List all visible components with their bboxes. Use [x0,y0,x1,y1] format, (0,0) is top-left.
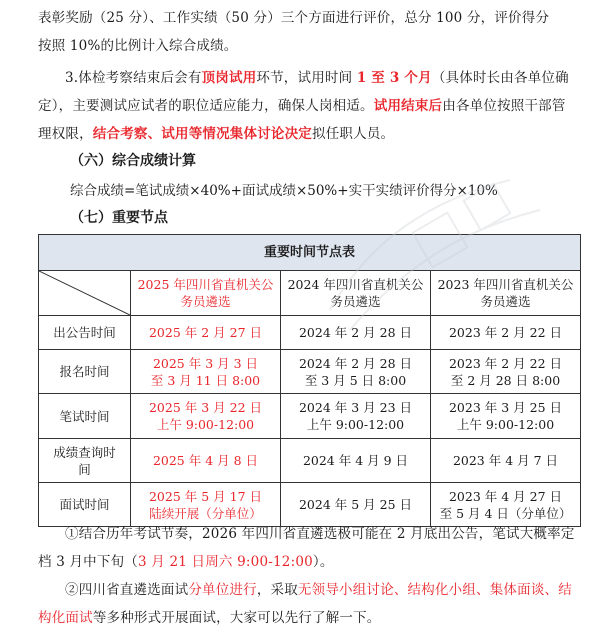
cell-line: 成绩查询时 [53,444,116,460]
paragraph-evaluation [38,4,578,60]
highlight-text: 无领导小组讨论、结构化小组、集体面 [297,582,531,598]
text-run: ①结合历年考试节奏，2026 年四川省直遴选极可能在 2 月底出公告，笔试大概 [65,526,548,542]
text-run: （具体时长由各单 [431,70,542,86]
section-heading-milestones: （七）重要节点 [70,210,168,226]
note-exam-timing [38,520,578,576]
text-run: 率定档 3 月中下旬（ [38,526,575,570]
table-cell: 2023 年 2 月 22 日 [431,316,581,350]
row-label [39,439,131,483]
text-line: 表彰奖励（25 分）、工作实绩（50 分）三个方面进行评价，总分 100 分，评价得分 [38,10,550,26]
highlight-text: 分单位进行 [188,582,257,598]
text-run: 等多种形式开展面试，大家可以先行了解一下。 [92,610,381,626]
table-cell [431,350,581,394]
cell-line: 至 3 月 5 日 8:00 [304,372,407,388]
diagonal-header-cell [39,271,131,316]
cell-line: 上午 9:00-12:00 [306,417,405,432]
cell-line: 至 3 月 11 日 8:00 [150,372,261,388]
row-label: 面试时间 [39,483,131,527]
highlight-text: 顶岗试用 [201,70,257,86]
table-row [39,439,581,483]
table-row [39,316,581,350]
table-row [39,394,581,439]
highlight-text: 结合考察、试用等情况集体讨论决定 [92,126,313,142]
highlight-text: 3 月 21 日周六 9:00-12:00 [137,554,313,570]
text-run: 拟任职人员。 [312,126,395,142]
table-cell [281,394,431,439]
column-header: 2023 年四川省直机关公务员遴选 [431,271,581,316]
cell-line: 2024 年 3 月 23 日 [298,400,413,415]
cell-line: 间 [78,461,91,477]
table-cell: 2025 年 2 月 27 日 [131,316,281,350]
column-header: 2024 年四川省直机关公务员遴选 [281,271,431,316]
text-run: 按照干部管理权限， [38,98,566,142]
table-title: 重要时间节点表 [39,235,581,271]
table-cell [281,350,431,394]
text-line: 按照 10%的比例计入综合成绩。 [38,38,238,54]
highlight-text: 试用结束后 [373,98,443,114]
text-run: 环节，试用时间 [256,70,353,86]
text-run: 由各单位 [442,98,498,114]
text-run: 3.体检考察结束后会有 [65,70,202,86]
row-label: 出公告时间 [39,316,131,350]
cell-line: 至 5 月 4 日（分单位） [439,505,572,521]
cell-line: 2023 年 3 月 25 日 [448,400,563,415]
row-label: 笔试时间 [39,394,131,439]
row-label: 报名时间 [39,350,131,394]
milestone-table [38,234,581,527]
cell-line: 陆续开展（分单位） [149,505,262,521]
table-cell: 2024 年 4 月 9 日 [281,439,431,483]
table-cell [431,394,581,439]
table-cell [131,350,281,394]
cell-line: 2025 年 3 月 22 日 [148,400,263,415]
cell-line: 2025 年 5 月 17 日 [148,488,263,504]
diagonal-line-icon [39,271,130,315]
paragraph-trial-period [38,64,578,148]
cell-line: 上午 9:00-12:00 [456,417,555,432]
table-cell: 2024 年 5 月 25 日 [281,483,431,527]
table-cell: 2024 年 2 月 28 日 [281,316,431,350]
column-header: 2025 年四川省直机关公务员遴选 [131,271,281,316]
section-heading-score: （六）综合成绩计算 [70,153,196,169]
cell-line: 2023 年 2 月 22 日 [448,355,563,371]
text-run: ）。 [312,554,334,570]
cell-line: 上午 9:00-12:00 [156,417,255,432]
table-cell: 2025 年 4 月 8 日 [131,439,281,483]
table-cell [131,394,281,439]
highlight-text: 谈、结构化面试 [38,582,572,626]
highlight-text: 1 至 3 个月 [356,70,432,86]
note-interview-format [38,576,578,632]
score-formula: 综合成绩=笔试成绩×40%+面试成绩×50%+实干实绩评价得分×10% [70,183,498,199]
cell-line: 2025 年 3 月 3 日 [152,355,259,371]
text-run: ，采取 [256,582,298,598]
cell-line: 2023 年 4 月 27 日 [448,488,563,504]
text-run: ②四川省直遴选面试 [65,582,189,598]
table-row [39,350,581,394]
table-cell: 2023 年 4 月 7 日 [431,439,581,483]
cell-line: 2024 年 2 月 28 日 [298,355,413,371]
text-run: 位确定），主要测试应试者的职位适应能力，确保人岗相适。 [38,70,569,114]
cell-line: 至 2 月 28 日 8:00 [450,372,561,388]
